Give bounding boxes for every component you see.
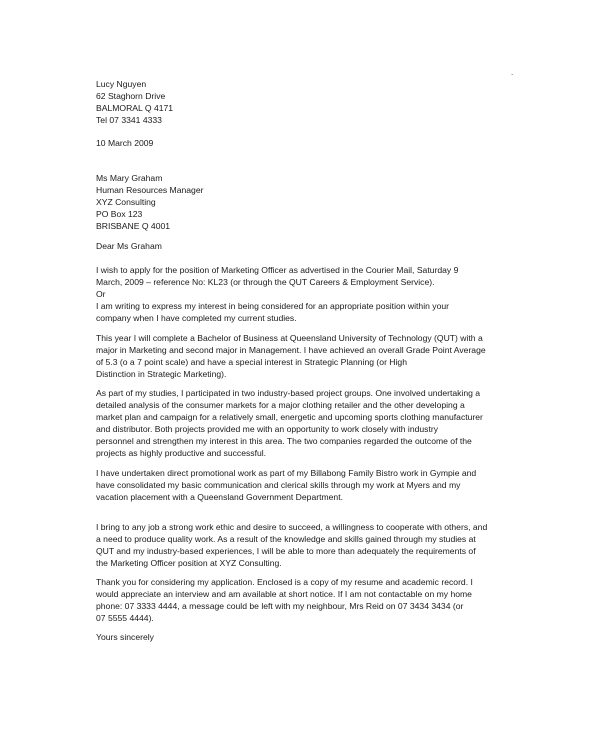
- paragraph-line: of 5.3 (o a 7 point scale) and have a special interest in Strategic Planning (or High: [96, 357, 407, 367]
- paragraph-line: As part of my studies, I participated in two industry-based project groups. One involved undertaking a: [96, 388, 481, 398]
- paragraph-education: [96, 332, 500, 380]
- paragraph-line: major in Marketing and second major in Management. I have achieved an overall Grade Point Average: [96, 345, 486, 355]
- paragraph-line: have consolidated my basic communication and clerical skills through my work at Myers and my: [96, 480, 461, 490]
- recipient-name: Ms Mary Graham: [96, 173, 163, 183]
- closing: Yours sincerely: [96, 632, 154, 642]
- sender-city: BALMORAL Q 4171: [96, 103, 174, 113]
- sender-address: [96, 78, 500, 126]
- letter-date-block: [96, 137, 500, 149]
- paragraph-work-ethic: [96, 521, 500, 569]
- salutation: Dear Ms Graham: [96, 241, 162, 251]
- paragraph-line: vacation placement with a Queensland Government Department.: [96, 492, 343, 502]
- paragraph-line: I am writing to express my interest in being considered for an appropriate position within your: [96, 301, 449, 311]
- paragraph-line: phone: 07 3333 4444, a message could be left with my neighbour, Mrs Reid on 07 3434 3434 (or: [96, 601, 464, 611]
- paragraph-projects: [96, 387, 500, 459]
- recipient-city: BRISBANE Q 4001: [96, 221, 171, 231]
- paragraph-line: the Marketing Officer position at XYZ Consulting.: [96, 558, 282, 568]
- recipient-company: XYZ Consulting: [96, 197, 156, 207]
- letter-date: 10 March 2009: [96, 138, 154, 148]
- paragraph-experience: [96, 467, 500, 503]
- recipient-title: Human Resources Manager: [96, 185, 204, 195]
- paragraph-line: I have undertaken direct promotional work as part of my Billabong Family Bistro work in Gympie and: [96, 468, 477, 478]
- paragraph-line: Or: [96, 289, 106, 299]
- paragraph-line: QUT and my industry-based experiences, I will be able to more than adequately the requirements of: [96, 546, 476, 556]
- paragraph-line: March, 2009 – reference No: KL23 (or through the QUT Careers & Employment Service).: [96, 277, 435, 287]
- salutation-block: [96, 240, 500, 252]
- paragraph-line: I wish to apply for the position of Marketing Officer as advertised in the Courier Mail, Saturday 9: [96, 265, 459, 275]
- paragraph-line: market plan and campaign for a relatively small, energetic and upcoming sports clothing manufacturer: [96, 412, 483, 422]
- paragraph-line: personnel and strengthen my interest in this area. The two companies regarded the outcome of the: [96, 436, 472, 446]
- paragraph-line: I bring to any job a strong work ethic and desire to succeed, a willingness to cooperate with others, and: [96, 522, 488, 532]
- sender-tel: Tel 07 3341 4333: [96, 115, 162, 125]
- paragraph-line: and distributor. Both projects provided me with an opportunity to work closely with industry: [96, 424, 439, 434]
- paragraph-line: detailed analysis of the consumer markets for a major clothing retailer and the other developing a: [96, 400, 465, 410]
- paragraph-line: This year I will complete a Bachelor of Business at Queensland University of Technology (QUT) with a: [96, 333, 483, 343]
- paragraph-thanks: [96, 576, 500, 624]
- sender-name: Lucy Nguyen: [96, 79, 147, 89]
- stray-mark: .: [511, 68, 514, 77]
- closing-block: [96, 631, 500, 643]
- paragraph-intro: [96, 264, 500, 324]
- sender-street: 62 Staghorn Drive: [96, 91, 166, 101]
- recipient-address: [96, 172, 500, 232]
- paragraph-line: projects as highly productive and successful.: [96, 448, 267, 458]
- paragraph-line: Distinction in Strategic Marketing).: [96, 369, 227, 379]
- recipient-po-box: PO Box 123: [96, 209, 143, 219]
- paragraph-line: would appreciate an interview and am available at short notice. If I am not contactable on my home: [96, 589, 472, 599]
- paragraph-line: a need to produce quality work. As a result of the knowledge and skills gained through my studies at: [96, 534, 476, 544]
- paragraph-line: company when I have completed my current studies.: [96, 313, 297, 323]
- paragraph-line: Thank you for considering my application. Enclosed is a copy of my resume and academic record. I: [96, 577, 473, 587]
- paragraph-line: 07 5555 4444).: [96, 613, 154, 623]
